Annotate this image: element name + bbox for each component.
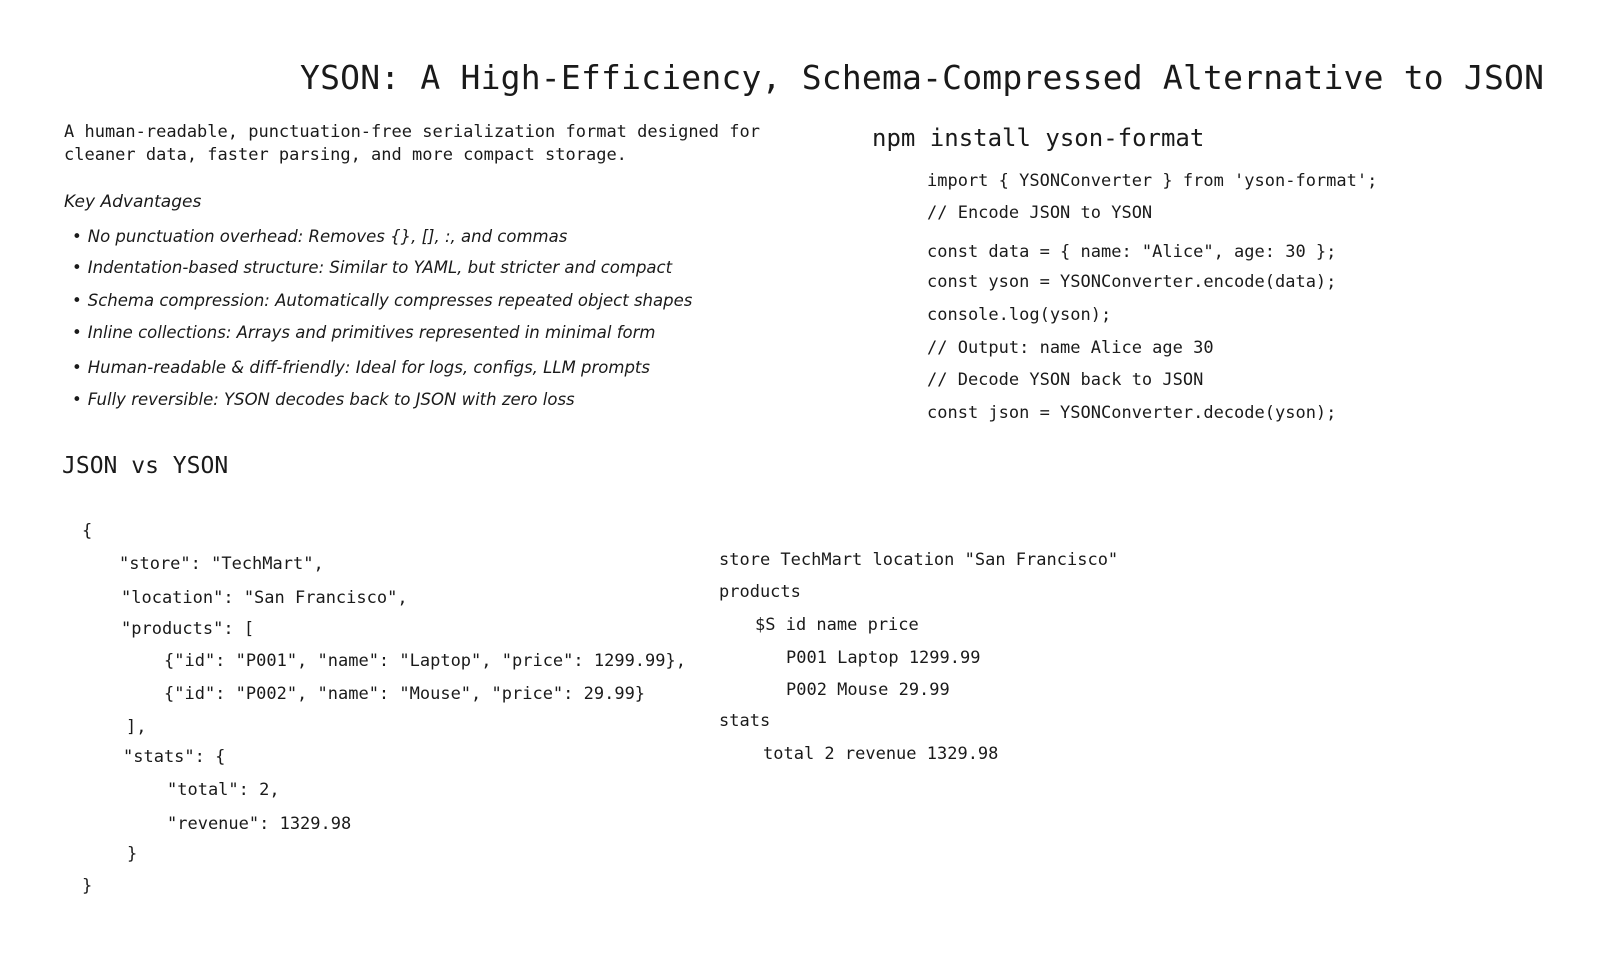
json-line: "total": 2, (167, 780, 280, 800)
advantage-item: • No punctuation overhead: Removes {}, [], :, and commas (72, 227, 568, 246)
code-line: // Decode YSON back to JSON (927, 370, 1204, 390)
code-line: import { YSONConverter } from 'yson-format'; (927, 171, 1378, 191)
advantage-item: • Schema compression: Automatically compresses repeated object shapes (72, 291, 693, 310)
json-line: } (127, 844, 138, 864)
advantage-item: • Fully reversible: YSON decodes back to JSON with zero loss (72, 390, 575, 409)
advantage-item: • Inline collections: Arrays and primitives represented in minimal form (72, 323, 656, 342)
npm-install-command: npm install yson-format (872, 124, 1205, 152)
json-line: "store": "TechMart", (119, 554, 324, 574)
yson-line: stats (719, 711, 771, 731)
code-line: const data = { name: "Alice", age: 30 }; (927, 242, 1337, 262)
json-vs-yson-heading: JSON vs YSON (62, 453, 229, 479)
yson-line: products (719, 582, 801, 602)
yson-line: store TechMart location "San Francisco" (719, 550, 1119, 570)
page-title: YSON: A High-Efficiency, Schema-Compressed Alternative to JSON (300, 58, 1545, 97)
page-subtitle: A human-readable, punctuation-free serialization format designed for cleaner data, faster parsing, and more compact storage. (64, 122, 760, 165)
yson-line: P001 Laptop 1299.99 (786, 648, 981, 668)
advantage-item: • Indentation-based structure: Similar to YAML, but stricter and compact (72, 258, 673, 277)
json-line: {"id": "P001", "name": "Laptop", "price": 1299.99}, (164, 651, 686, 671)
json-line: { (82, 521, 93, 541)
json-line: "products": [ (121, 619, 255, 639)
code-line: const yson = YSONConverter.encode(data); (927, 272, 1337, 292)
code-line: // Output: name Alice age 30 (927, 338, 1214, 358)
json-line: ], (126, 717, 147, 737)
yson-line: total 2 revenue 1329.98 (763, 744, 999, 764)
advantage-item: • Human-readable & diff-friendly: Ideal for logs, configs, LLM prompts (72, 358, 650, 377)
code-line: const json = YSONConverter.decode(yson); (927, 403, 1337, 423)
json-line: "location": "San Francisco", (121, 588, 408, 608)
json-line: "revenue": 1329.98 (167, 814, 352, 834)
code-line: // Encode JSON to YSON (927, 203, 1153, 223)
json-line: {"id": "P002", "name": "Mouse", "price": 29.99} (164, 684, 646, 704)
yson-line: $S id name price (755, 615, 919, 635)
json-line: "stats": { (123, 747, 226, 767)
key-advantages-heading: Key Advantages (64, 192, 202, 212)
json-line: } (82, 876, 93, 896)
code-line: console.log(yson); (927, 305, 1112, 325)
yson-line: P002 Mouse 29.99 (786, 680, 950, 700)
